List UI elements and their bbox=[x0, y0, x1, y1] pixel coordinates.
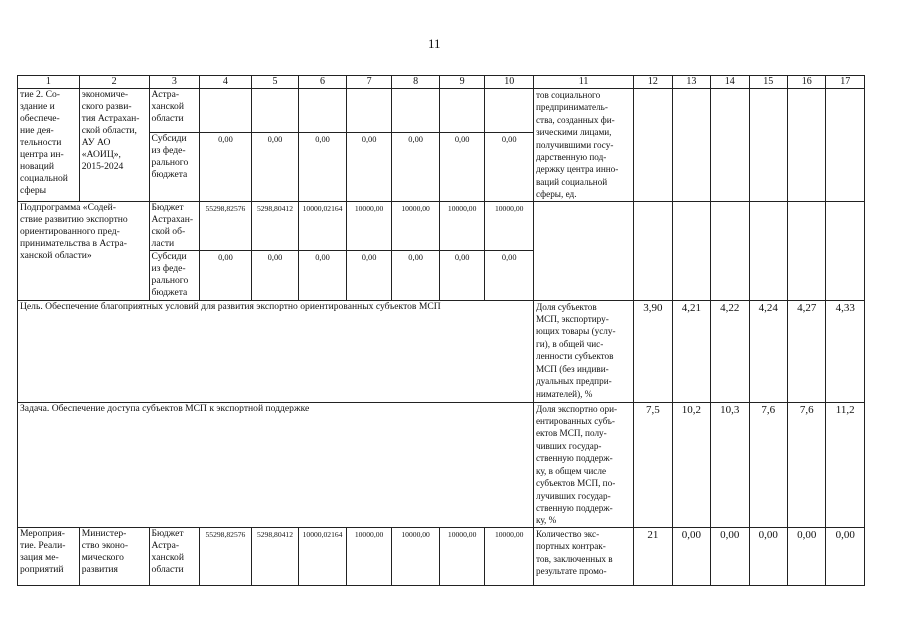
funding-source-cell: Астра- ханской области bbox=[149, 89, 200, 133]
header-cell: 15 bbox=[749, 76, 787, 89]
header-cell: 4 bbox=[200, 76, 252, 89]
subprogram-cell: Подпрограмма «Содей- ствие развитию экспортно ориентированного пред- принимательства в Астра- ханской области» bbox=[18, 201, 150, 300]
amount-cell: 10000,00 bbox=[485, 201, 534, 250]
header-row bbox=[18, 76, 865, 89]
indicator-cell: Доля субъектов МСП, экспортиру- ющих товары (услу- ги), в общей чис- ленности субъектов МСП (без индиви- дуальных предпри- нимателей), % bbox=[533, 300, 633, 402]
amount-cell: 0,00 bbox=[299, 133, 347, 201]
amount-cell: 10000,00 bbox=[485, 527, 534, 585]
page-number: 11 bbox=[428, 36, 441, 51]
target-value-cell: 0,00 bbox=[672, 527, 710, 585]
header-cell: 3 bbox=[149, 76, 200, 89]
amount-cell: 0,00 bbox=[439, 250, 485, 300]
target-value-cell: 0,00 bbox=[826, 527, 865, 585]
header-cell: 8 bbox=[392, 76, 440, 89]
target-value-cell: 0,00 bbox=[749, 527, 787, 585]
target-value-cell: 7,6 bbox=[787, 402, 825, 527]
amount-cell: 0,00 bbox=[392, 250, 440, 300]
target-value-cell: 21 bbox=[634, 527, 672, 585]
target-value-cell: 7,6 bbox=[749, 402, 787, 527]
header-cell: 13 bbox=[672, 76, 710, 89]
goal-text: Цель. Обеспечение благоприятных условий для развития экспортно ориентированных субъектов МСП bbox=[18, 300, 534, 402]
header-cell: 2 bbox=[79, 76, 149, 89]
header-cell: 7 bbox=[346, 76, 392, 89]
target-value-cell: 11,2 bbox=[826, 402, 865, 527]
amount-cell: 0,00 bbox=[251, 250, 299, 300]
amount-cell: 10000,02164 bbox=[299, 527, 347, 585]
header-cell: 5 bbox=[251, 76, 299, 89]
amount-cell: 0,00 bbox=[346, 133, 392, 201]
amount-cell: 10000,00 bbox=[392, 527, 440, 585]
header-cell: 1 bbox=[18, 76, 80, 89]
amount-cell: 10000,00 bbox=[392, 201, 440, 250]
funding-source-cell: Субсиди из феде- рального бюджета bbox=[149, 133, 200, 201]
amount-cell: 0,00 bbox=[299, 250, 347, 300]
header-cell: 11 bbox=[533, 76, 633, 89]
header-cell: 6 bbox=[299, 76, 347, 89]
amount-cell: 0,00 bbox=[439, 133, 485, 201]
header-cell: 12 bbox=[634, 76, 672, 89]
amount-cell: 10000,02164 bbox=[299, 201, 347, 250]
target-value-cell: 4,24 bbox=[749, 300, 787, 402]
amount-cell: 55298,82576 bbox=[200, 527, 252, 585]
target-value-cell: 4,21 bbox=[672, 300, 710, 402]
table-row bbox=[18, 201, 865, 250]
indicator-cell: Количество экс- портных контрак- тов, заключенных в результате промо- bbox=[533, 527, 633, 585]
executor-cell: Министер- ство эконо- мического развития bbox=[79, 527, 149, 585]
amount-cell: 0,00 bbox=[200, 250, 252, 300]
measure-name-cell: тие 2. Со- здание и обеспече- ние дея- тельности центра ин- новаций социальной сферы bbox=[18, 89, 80, 202]
amount-cell: 0,00 bbox=[346, 250, 392, 300]
funding-source-cell: Субсиди из феде- рального бюджета bbox=[149, 250, 200, 300]
target-value-cell: 7,5 bbox=[634, 402, 672, 527]
indicator-cell: Доля экспортно ори- ентированных субъ- ектов МСП, полу- чивших государ- ственную поддерж- ку, в общем числе субъектов МСП, по- лучивших государ- ственную поддерж- ку, % bbox=[533, 402, 633, 527]
amount-cell: 0,00 bbox=[251, 133, 299, 201]
header-cell: 10 bbox=[485, 76, 534, 89]
amount-cell: 0,00 bbox=[485, 133, 534, 201]
amount-cell: 10000,00 bbox=[346, 527, 392, 585]
executor-cell: экономиче- ского разви- тия Астрахан- ской области, АУ АО «АОИЦ», 2015-2024 bbox=[79, 89, 149, 202]
amount-cell: 10000,00 bbox=[346, 201, 392, 250]
amount-cell: 0,00 bbox=[485, 250, 534, 300]
target-value-cell: 10,3 bbox=[711, 402, 749, 527]
indicator-cell: тов социального предприниматель- ства, созданных фи- зическими лицами, получившими госу- дарственную под- держку центра инно- ваций социальной сферы, ед. bbox=[533, 89, 633, 202]
amount-cell: 0,00 bbox=[392, 133, 440, 201]
target-value-cell: 0,00 bbox=[711, 527, 749, 585]
amount-cell: 5298,80412 bbox=[251, 201, 299, 250]
measure-name-cell: Мероприя- тие. Реали- зация ме- роприятий bbox=[18, 527, 80, 585]
header-cell: 14 bbox=[711, 76, 749, 89]
table-row bbox=[18, 527, 865, 585]
funding-source-cell: Бюджет Астра- ханской области bbox=[149, 527, 200, 585]
amount-cell: 10000,00 bbox=[439, 201, 485, 250]
target-value-cell: 10,2 bbox=[672, 402, 710, 527]
table-row bbox=[18, 89, 865, 133]
amount-cell: 0,00 bbox=[200, 133, 252, 201]
funding-source-cell: Бюджет Астрахан- ской об- ласти bbox=[149, 201, 200, 250]
amount-cell: 55298,82576 bbox=[200, 201, 252, 250]
amount-cell: 10000,00 bbox=[439, 527, 485, 585]
task-text: Задача. Обеспечение доступа субъектов МСП к экспортной поддержке bbox=[18, 402, 534, 527]
header-cell: 17 bbox=[826, 76, 865, 89]
target-value-cell: 0,00 bbox=[787, 527, 825, 585]
target-value-cell: 3,90 bbox=[634, 300, 672, 402]
target-value-cell: 4,33 bbox=[826, 300, 865, 402]
program-table bbox=[17, 75, 865, 586]
table-row bbox=[18, 402, 865, 527]
header-cell: 16 bbox=[787, 76, 825, 89]
target-value-cell: 4,27 bbox=[787, 300, 825, 402]
header-cell: 9 bbox=[439, 76, 485, 89]
target-value-cell: 4,22 bbox=[711, 300, 749, 402]
amount-cell: 5298,80412 bbox=[251, 527, 299, 585]
table-row bbox=[18, 300, 865, 402]
